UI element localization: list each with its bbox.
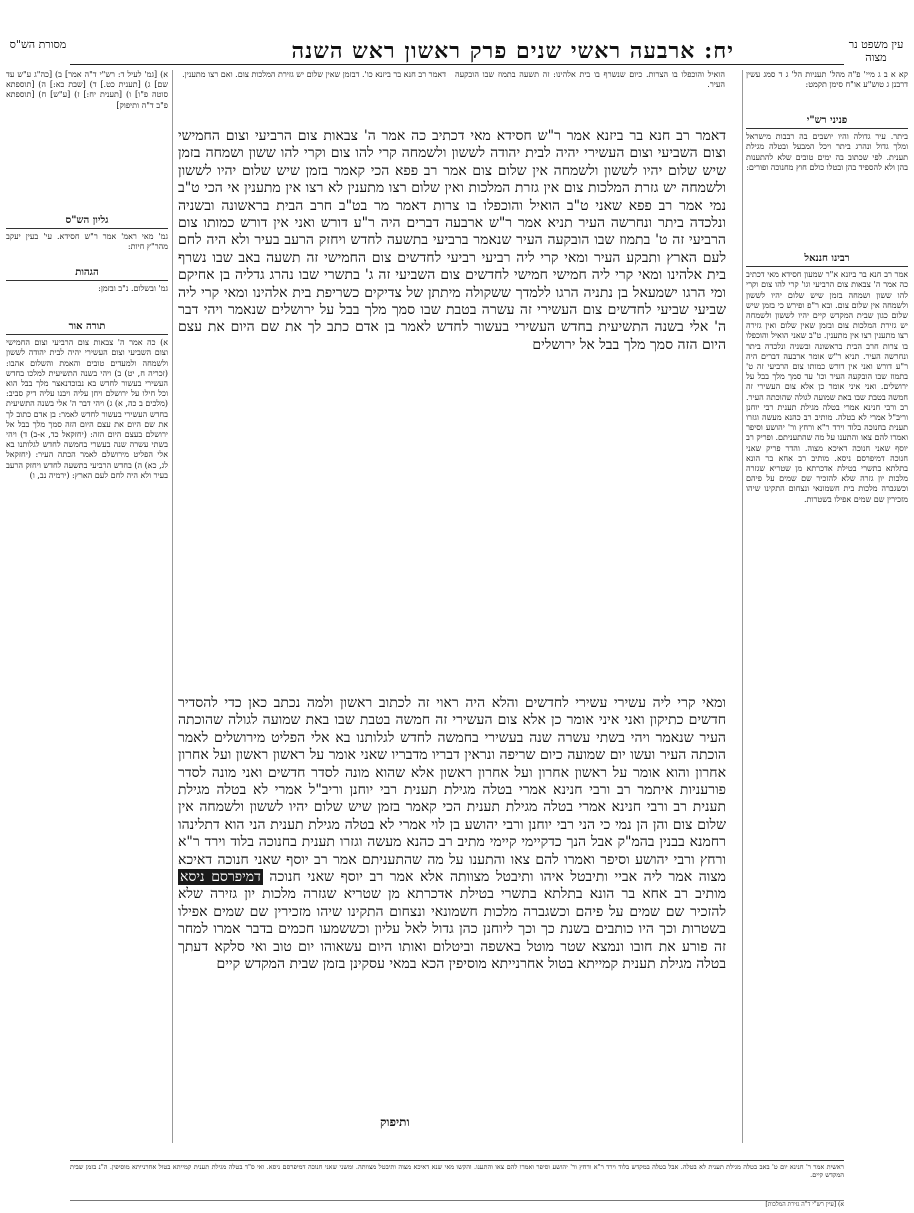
pninei-rashi-text: ביתר. עיר גדולה והיו יושבים בה רבבות מישראל ומלך גדול ונהרג ביתר ויכל המבעל ובטלה מגילת תענית. לפי שכתוב בה ימים טובים שלא להתענות בהן ולא להספיד בהן ובטלו כולם חוץ מחנוכה ופורים:: [746, 132, 908, 172]
gilyon-hashas-text: גמ' מאי ראמ' אמר ר"ש חסידא. עי' בעין יעקב מהר"ץ חיות:: [6, 232, 168, 252]
pninei-rashi-heading: פניני רש"י: [746, 116, 908, 129]
gemara-continued-text: [178, 695, 726, 1140]
mesoret-hashas-text: א) [גמ' לעיל ד: רש"י ד"ה אמר] ב) [כה"ג ע"ש עד שם] ג) [תענית כט.] ד) [שבת כא:] ה) [תוספתא סוטה פ"ו] ו) [תענית יח:] ז) [ע"ש] ח) [תוספתא פ"ב ד"ה ותיפוק]: [6, 70, 168, 110]
mesoret-label: מסורת הש"ס: [9, 38, 67, 51]
hagahot-text: גמ' ובשלום. נ"ב ובזמן:: [98, 284, 168, 294]
gemara-paragraph-3: מותיב רב אחא בר הונא בתלתא בתשרי בטילת אדכרתא מן שטריא שגזרה מלכות יון גזירה שלא להזכיר שם שמים על פיהם וכשגברה מלכות חשמונאי ונצחום התקינו שיהו מזכירין שם שמים אפילו בשטרות וכך היו כותבים בשנת כך וכך ליוחנן כהן גדול לאל עליון וכששמעו חכמים בדבר אמרו למחר זה פורע את חובו ונמצא שטר מוטל באשפה וביטלום ואותו היום עשאוהו יום טוב ואי סלקא דעתך בטלה מגילת תענית קמייתא בטול אחרנייתא מוסיפין הכא במאי עסקינן בזמן שבית המקדש קיים: [178, 886, 726, 973]
header-rule: [70, 64, 844, 65]
mesoret-hashas-column: [6, 70, 168, 210]
gemara-paragraph-1: דאמר רב חנא בר ביזנא אמר ר"ש חסידא מאי דכתיב כה אמר ה' צבאות צום הרביעי וצום החמישי וצום השביעי וצום העשירי יהיה לבית יהודה לששון ולשמחה קרי להו צום וקרי להו ששון ושמחה בזמן שיש שלום יהיו לששון ולשמחה אין שלום צום אמר רב פפא הכי קאמר בזמן שיש שלום יהיו לששון ולשמחה יש גזרת המלכות צום אין גזרת המלכות ואין שלום רצו מתענין לא רצו אין מתענין אי הכי ט"ב נמי אמר רב פפא שאני ט"ב הואיל והוכפלו בו צרות דאמר מר בט"ב חרב הבית בראשונה ובשניה ונלכדה ביתר ונחרשה העיר תניא אמר ר"ש ארבעה דברים היה ר"ע דורש ואני אין דורש כמותו צום הרביעי זה ט' בתמוז שבו הובקעה העיר שנאמר ברביעי בתשעה לחדש ויחזק הרעב בעיר ולא היה לחם לעם הארץ ותבקע העיר ומאי קרי ליה רביעי רביעי לחדשים צום החמישי זה תשעה באב שבו נשרף בית אלהינו ומאי קרי ליה חמישי חמישי לחדשים צום השביעי זה ג' בתשרי שבו נהרג גדליה בן אחיקם ומי הרגו ישמעאל בן נתניה הרגו ללמדך ששקולה מיתתן של צדיקים כשריפת בית אלהינו ומאי קרי ליה שביעי שביעי לחדשים צום העשירי זה עשרה בטבת שבו סמך מלך בבל על ירושלים שנאמר ויהי דבר ה' אלי בשנה התשיעית בחדש העשירי בעשור לחדש לאמר בן אדם כתב לך את שם היום את עצם היום הזה סמך מלך בבל אל ירושלים: [178, 128, 726, 353]
gemara-paragraph-2: ומאי קרי ליה עשירי עשירי לחדשים והלא היה ראוי זה לכתוב ראשון ולמה נכתב כאן כדי להסדיר חדשים כתיקון ואני איני אומר כן אלא צום העשירי זה חמשה בטבת שבו באת שמועה לגולה שהוכתה העיר שנאמר ויהי בשתי עשרה שנה בעשירי בחמשה לחדש לגלותנו בא אלי הפליט מירושלים לאמר הוכתה העיר ועשו יום שמועה כיום שריפה ונראין דבריו מדבריו שאני אומר על ראשון ראשון ועל אחרון אחרון והוא אומר על ראשון אחרון ועל אחרון ראשון אלא שהוא מונה לסדר חדשים ואני מונה לסדר פורעניות איתמר רב ורבי חנינא אמרי בטלה מגילת תענית רבי יוחנן וריב"ל אמרי לא בטלה מגילת תענית רב ורבי חנינא אמרי בטלה מגילת תענית הכי קאמר בזמן שיש שלום יהיו לששון ולשמחה אין שלום צום והן הן נמי כי הני רבי יוחנן ורבי יהושע בן לוי אמרי לא בטלה מגילת תענית הני הוא דתלינהו רחמנא בבנין בהמ"ק אבל הנך כדקיימי קיימי מתיב רב כהנא מעשה וגזרו תענית בחנוכה בלוד וירד ר"א ורחץ ורבי יהושע וסיפר ואמרו להם צאו והתענו על מה שהתעניתם אמר רב יוסף שאני חנוכה דאיכא מצוה אמר ליה אביי ותיבטל איהו ותיבטל מצוותה אלא אמר רב יוסף שאני חנוכה: [178, 695, 726, 886]
footer-commentary: [70, 1160, 844, 1201]
tosafot-commentary: [178, 70, 446, 130]
torah-or-column: [6, 318, 168, 1158]
page-header: [0, 34, 914, 64]
tosafot-text: דאמר רב חנא בר ביזנא כו'. דבזמן שאין שלום יש גזירת המלכות צום. ואם רצו מתענין.: [182, 70, 446, 79]
page-title: יח: ארבעה ראשי שנים פרק ראשון ראש השנה: [291, 38, 734, 64]
torah-or-text: א) כה אמר ה' צבאות צום הרביעי וצום החמישי וצום השביעי וצום העשירי יהיה לבית יהודה לששון ולשמחה ולמעדים טובים והאמת והשלום אהבו: (זכריה ח, יט) ב) ויהי בשנה התשיעית למלכו בחדש העשירי בעשור לחדש בא נבוכדנאצר מלך בבל הוא וכל חילו על ירושלם ויחן עליה ויבנו עליה דיק סביב: (מלכים ב כה, א) ג) ויהי דבר ה' אלי בשנה התשיעית בחדש העשירי בעשור לחדש לאמר: בן אדם כתוב לך את שם היום את עצם היום הזה סמך מלך בבל אל ירושלם בעצם היום הזה: (יחזקאל כד, א-ב) ד) ויהי בשתי עשרה שנה בעשרי בחמשה לחדש לגלותנו בא אלי הפליט מירושלם לאמר הכתה העיר: (יחזקאל לג, כא) ה) בחדש הרביעי בתשעה לחדש ויחזק הרעב בעיר ולא היה לחם לעם הארץ: (ירמיה נב, ו): [6, 338, 168, 480]
column-divider-right: [742, 70, 743, 1143]
torah-or-heading: תורה אור: [6, 322, 168, 335]
page-end-catchword: ותיפוק: [380, 1115, 410, 1129]
rabbenu-chananel-column: [746, 250, 908, 1150]
footnote: א) [עיין רש"י ד"ה גזירת המלכות]: [70, 1200, 844, 1209]
ein-mishpat-text: קא א ב ג מיי' פ"ה מהל' תעניות הל' ג ד סמג עשין דרבנן ג טוש"ע או"ח סימן תקמט:: [746, 70, 908, 90]
pninei-rashi-section: [746, 112, 908, 242]
ein-mishpat-label: עין משפט נר מצוה: [848, 38, 904, 64]
highlighted-phrase: דמיפרסם ניסא: [180, 869, 261, 886]
hagahot-heading: הגהות: [6, 268, 168, 281]
rabbenu-chananel-text: אמר רב חנא בר ביזנא א"ר שמעון חסידא מאי דכתיב כה אמר ה' צבאות צום הרביעי וגו' קרי להו צום וקרי להו ששון ושמחה בזמן שיש שלום יהיו לששון ולשמחה אין שלום צום. ובא ר"פ ופירש כי בזמן שיש שלום כגון שבית המקדש קיים יהיו לששון ולשמחה יש גזירת המלכות צום ובזמן שאין שלום ואין גזירה רצו מתענין רצו אין מתענין. ט"ב שאני הואיל והוכפלו בו צרות חרב הבית בראשונה ובשניה ונלכדה ביתר ונחרשה העיר. תניא ר"ש אומר ארבעה דברים היה ר"ע דורש ואני אין דורש כמותו צום הרביעי זה ט' בתמוז שבו הובקעה העיר וכו' עד סמך מלך בבל על ירושלים. ואני איני אומר כן אלא צום העשירי זה חמשה בטבת שבו באת שמועה לגולה שהוכתה העיר. רב ורבי חנינא אמרי בטלה מגילת תענית רבי יוחנן וריב"ל אמרי לא בטלה. מותיב רב כהנא מעשה וגזרו תענית בחנוכה בלוד וירד ר"א ורחץ ור' יהושע וסיפר ואמרו להם צאו והתענו על מה שהתעניתם. ופריק רב יוסף שאני חנוכה דאיכא מצוה. והדר פריק שאני חנוכה דמיפרסם ניסא. מותיב רב אחא בר הונא בתלתא בתשרי בטילת אדכרתא מן שטריא שגזרה מלכות יון גזרה שלא להזכיר שם שמים על פיהם וכשגברה מלכות בית חשמונאי ונצחום התקינו שיהו מזכירין שם שמים אפילו בשטרות.: [746, 270, 908, 504]
gemara-main-text: [178, 128, 726, 678]
ein-mishpat-column: [746, 70, 908, 110]
rabbenu-chananel-heading: רבינו חננאל: [746, 254, 908, 267]
gilyon-hashas-section: [6, 212, 168, 262]
rashi-commentary: [455, 70, 725, 130]
gilyon-hashas-heading: גליון הש"ס: [6, 216, 168, 229]
rashi-text: הואיל והוכפלו בו הצרות. כיום שנשרף בו בית אלהינו: זה תשעה בתמוז שבו הובקעה העיר.: [455, 70, 725, 90]
footer-text: ראשית אמר ר' חנינא יום ט' באב בטלה מגילת תענית לא בטלה. אבל בטלה במקדש בלוד וירד ר"א ורחץ ור' יהושע וסיפר ואמרו להם צאו והתענו. והקשו מאי שנא דאיכא מצוה ותיבטל מצוותה. ומשני שאני חנוכה דמיפרסם ניסא. ואי ס"ד בטלה מגילת תענית קמייתא בטול אחרנייתא מוסיפין. ה"נ בזמן שבית המקדש קיים.: [70, 1163, 844, 1179]
hagahot-section: [6, 264, 168, 314]
column-divider-left: [172, 70, 173, 1143]
